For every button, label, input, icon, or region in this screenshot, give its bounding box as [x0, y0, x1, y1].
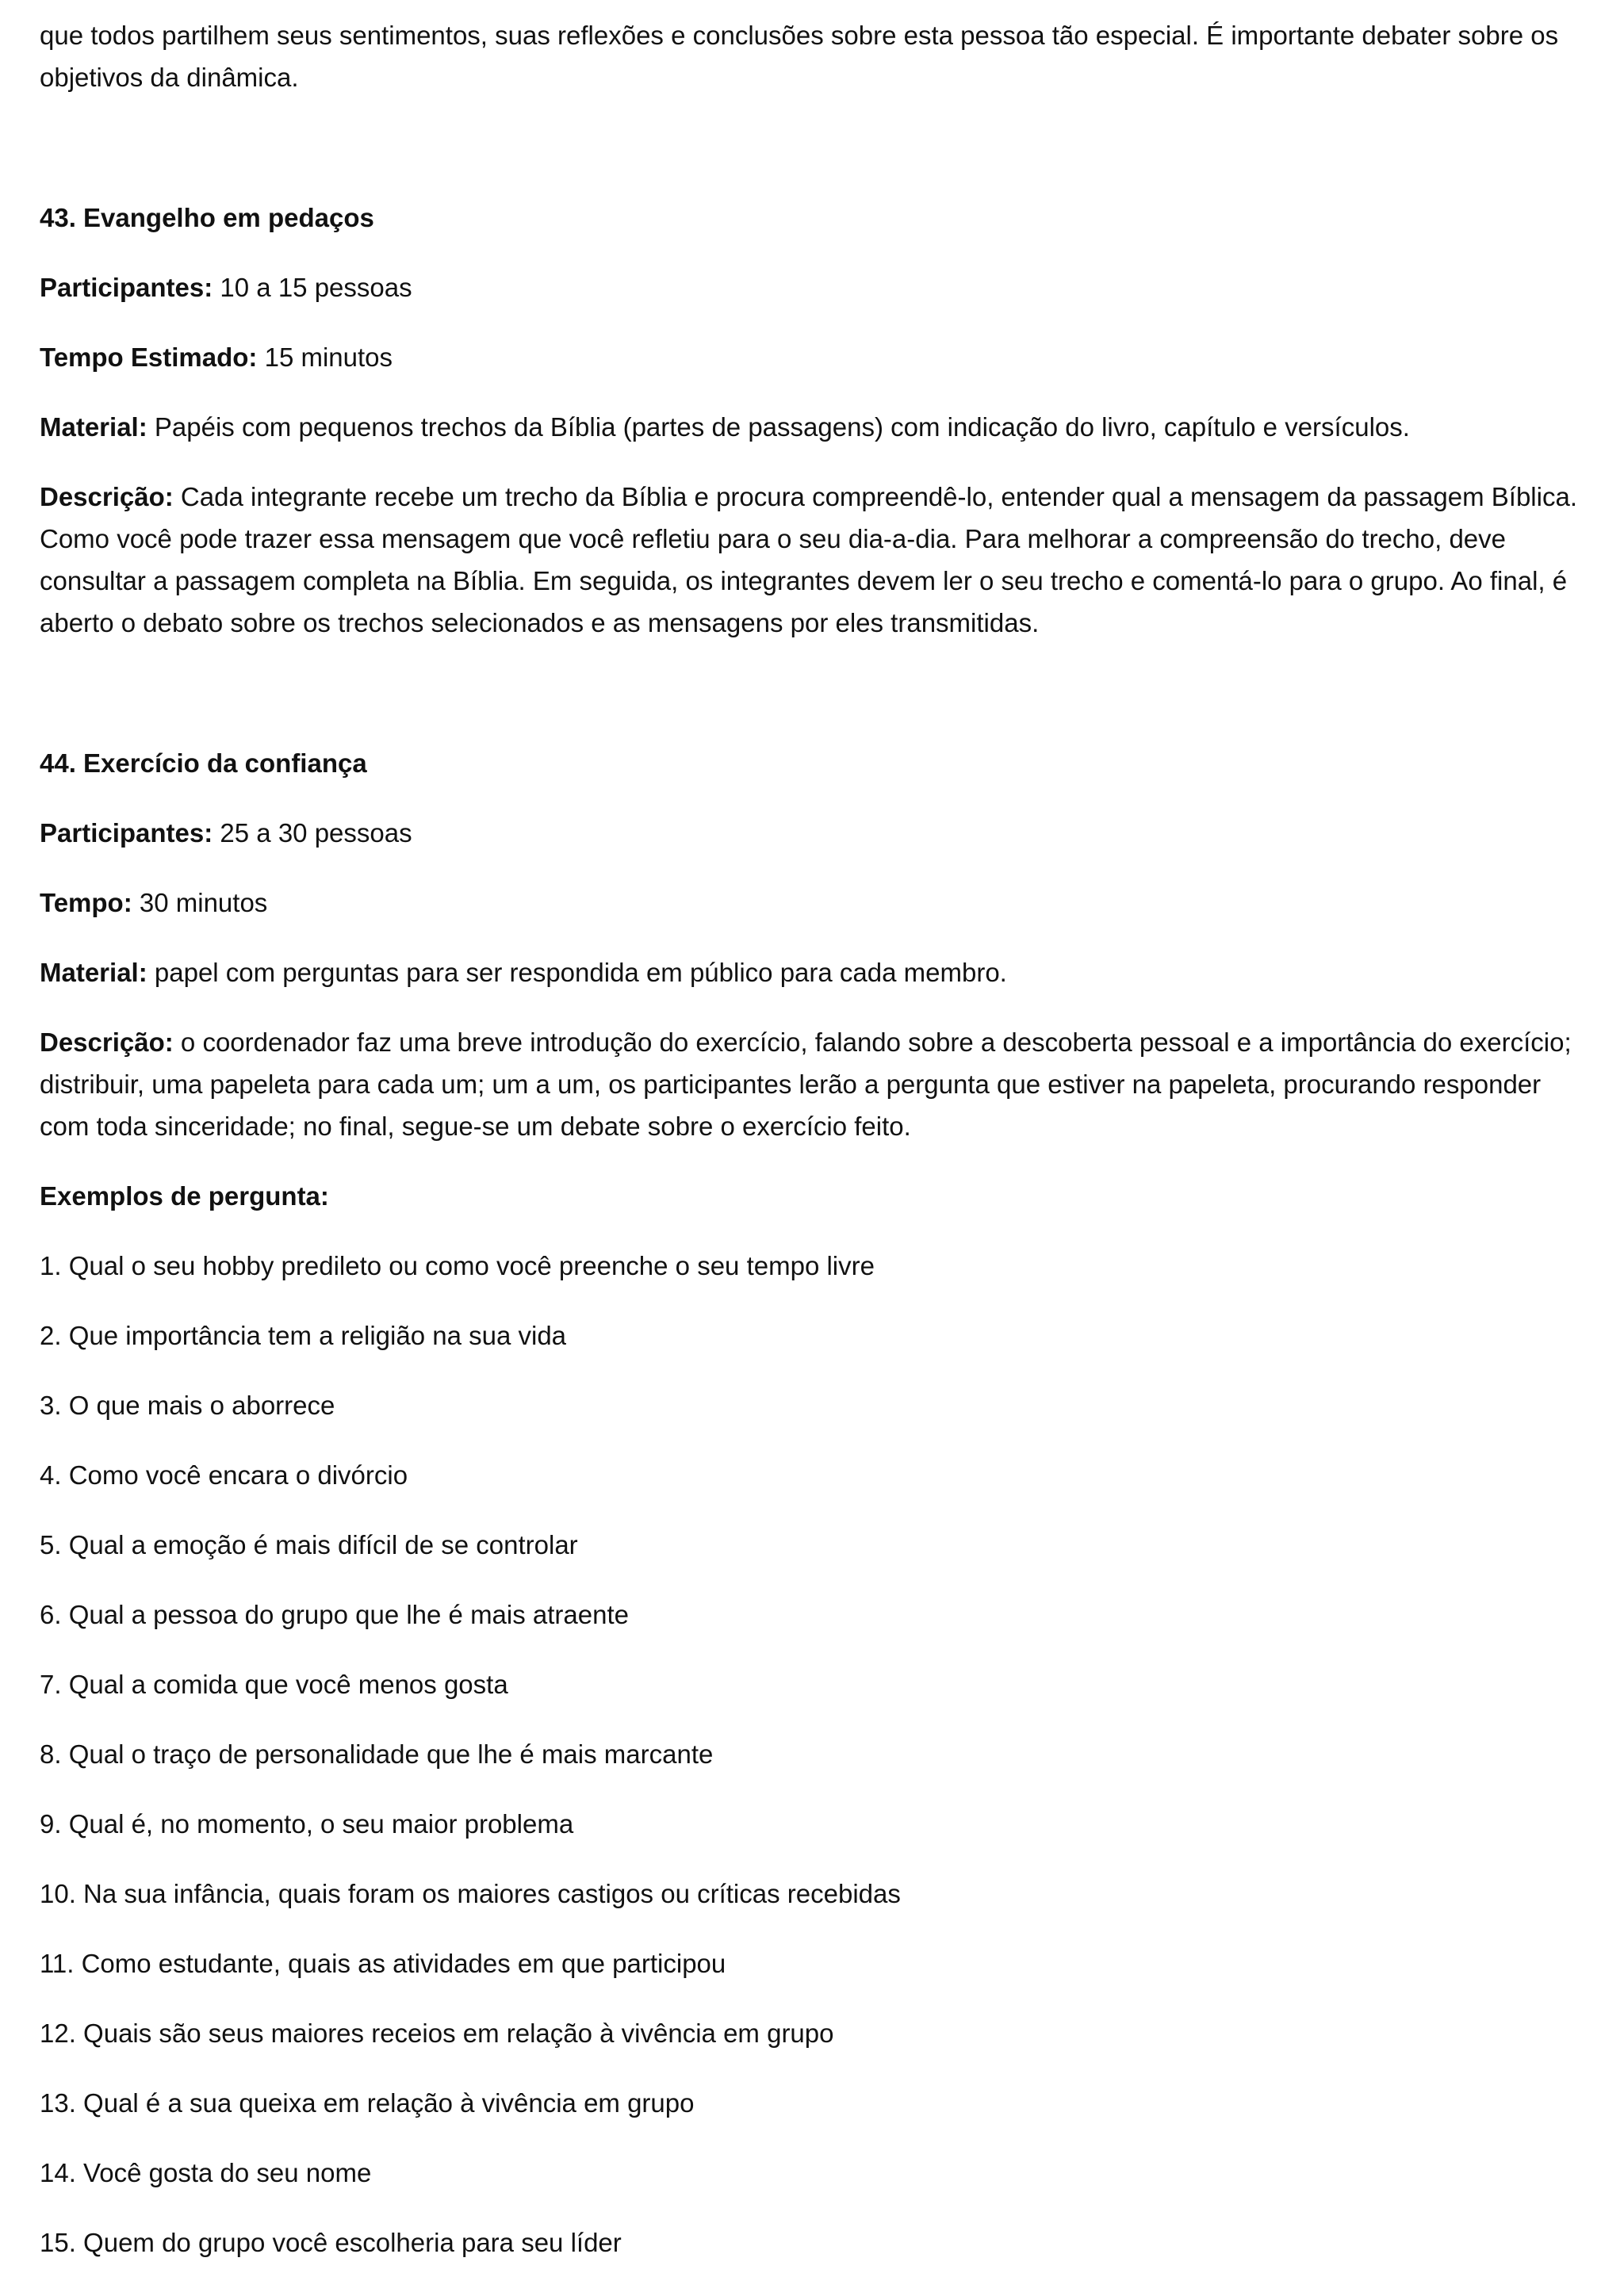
description-label: Descrição:: [40, 482, 174, 511]
list-item: 4. Como você encara o divórcio: [40, 1460, 408, 1490]
section-43-description: [40, 476, 1594, 644]
participants-value: 25 a 30 pessoas: [213, 818, 412, 848]
list-item: 8. Qual o traço de personalidade que lhe é mais marcante: [40, 1739, 714, 1769]
list-item: 14. Você gosta do seu nome: [40, 2158, 372, 2187]
section-44-title: 44. Exercício da confiança: [40, 748, 367, 778]
list-item: 1. Qual o seu hobby predileto ou como você preenche o seu tempo livre: [40, 1251, 875, 1280]
list-item: 5. Qual a emoção é mais difícil de se controlar: [40, 1530, 578, 1559]
list-item: 13. Qual é a sua queixa em relação à vivência em grupo: [40, 2088, 695, 2118]
description-label: Descrição:: [40, 1027, 174, 1057]
list-item: 9. Qual é, no momento, o seu maior problema: [40, 1809, 574, 1839]
section-43-time: [40, 336, 1594, 378]
examples-heading: Exemplos de pergunta:: [40, 1181, 329, 1211]
intro-paragraph: que todos partilhem seus sentimentos, suas reflexões e conclusões sobre esta pessoa tão especial. É importante debater sobre os objetivos da dinâmica.: [40, 21, 1559, 92]
list-item: 15. Quem do grupo você escolheria para seu líder: [40, 2228, 622, 2257]
list-item: 2. Que importância tem a religião na sua vida: [40, 1321, 567, 1350]
material-value: papel com perguntas para ser respondida em público para cada membro.: [147, 958, 1007, 987]
document-page: [40, 14, 1594, 2263]
list-item: 12. Quais são seus maiores receios em relação à vivência em grupo: [40, 2019, 834, 2048]
description-value: o coordenador faz uma breve introdução do exercício, falando sobre a descoberta pessoal e a importância do exercício; distribuir, uma papeleta para cada um; um a um, os participantes lerão a pergunta que estiver na papeleta, procurando responder com toda sinceridade; no final, segue-se um debate sobre o exercício feito.: [40, 1027, 1572, 1141]
section-44-material: [40, 951, 1594, 993]
section-43-title: 43. Evangelho em pedaços: [40, 203, 374, 232]
section-43-participants: [40, 266, 1594, 308]
description-value: Cada integrante recebe um trecho da Bíblia e procura compreendê-lo, entender qual a mensagem da passagem Bíblica. Como você pode trazer essa mensagem que você refletiu para o seu dia-a-dia. Para melhorar a compreensão do trecho, deve consultar a passagem completa na Bíblia. Em seguida, os integrantes devem ler o seu trecho e comentá-lo para o grupo. Ao final, é aberto o debato sobre os trechos selecionados e as mensagens por eles transmitidas.: [40, 482, 1577, 637]
material-value: Papéis com pequenos trechos da Bíblia (partes de passagens) com indicação do livro, capítulo e versículos.: [147, 412, 1410, 442]
list-item: 10. Na sua infância, quais foram os maiores castigos ou críticas recebidas: [40, 1879, 901, 1908]
material-label: Material:: [40, 412, 147, 442]
section-44-participants: [40, 812, 1594, 854]
time-value: 30 minutos: [132, 888, 268, 917]
material-label: Material:: [40, 958, 147, 987]
list-item: 11. Como estudante, quais as atividades em que participou: [40, 1949, 726, 1978]
section-43-material: [40, 406, 1594, 448]
participants-value: 10 a 15 pessoas: [213, 273, 412, 302]
time-label: Tempo Estimado:: [40, 342, 258, 372]
list-item: 7. Qual a comida que você menos gosta: [40, 1670, 508, 1699]
participants-label: Participantes:: [40, 818, 213, 848]
section-44-time: [40, 882, 1594, 924]
question-list: [40, 1245, 1594, 2263]
participants-label: Participantes:: [40, 273, 213, 302]
list-item: 6. Qual a pessoa do grupo que lhe é mais atraente: [40, 1600, 629, 1629]
list-item: 3. O que mais o aborrece: [40, 1391, 335, 1420]
time-label: Tempo:: [40, 888, 132, 917]
section-44-description: [40, 1021, 1594, 1147]
time-value: 15 minutos: [257, 342, 393, 372]
